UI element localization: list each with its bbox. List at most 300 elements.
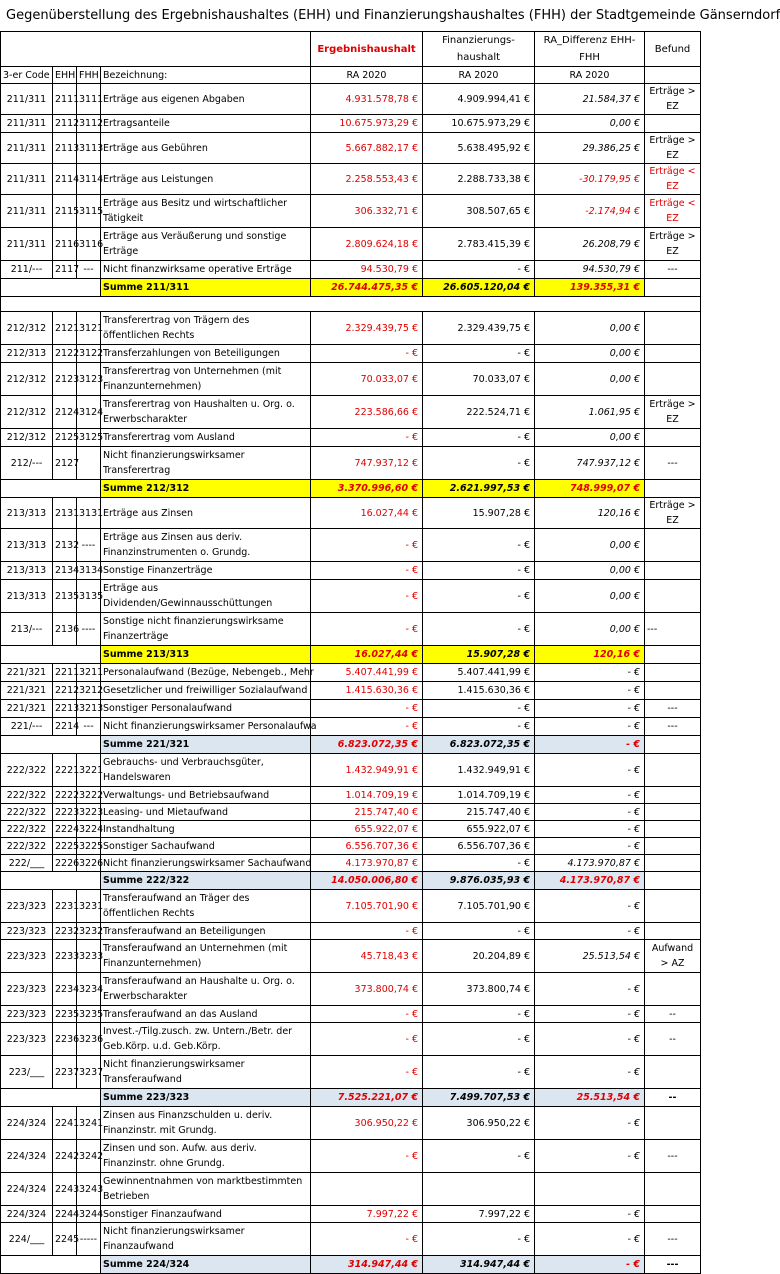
row-befund: [645, 363, 701, 396]
row-befund: ---: [645, 1140, 701, 1173]
summary-ehh-value: 7.525.221,07 €: [311, 1089, 423, 1107]
row-ehh-value: 373.800,74 €: [311, 973, 423, 1006]
table-row: [1, 923, 701, 940]
summary-row: [1, 736, 701, 754]
row-fhh-code: 3225: [77, 838, 101, 855]
row-befund: Erträge < EZ: [645, 195, 701, 228]
row-ehh-code: 2244: [53, 1206, 77, 1223]
row-bezeichnung: Sonstige nicht finanzierungswirksame Finanzerträge: [101, 613, 311, 646]
row-fhh-code: ----: [77, 613, 101, 646]
row-code: 223/323: [1, 940, 53, 973]
row-befund: [645, 821, 701, 838]
row-code: 222/322: [1, 804, 53, 821]
row-fhh-value: 1.415.630,36 €: [423, 682, 535, 700]
row-ehh-code: 2245: [53, 1223, 77, 1256]
table-row: [1, 1140, 701, 1173]
table-row: [1, 664, 701, 682]
row-fhh-value: - €: [423, 700, 535, 718]
row-bezeichnung: Erträge aus Leistungen: [101, 164, 311, 195]
row-bezeichnung: Transferertrag von Unternehmen (mit Finanzunternehmen): [101, 363, 311, 396]
row-fhh-code: 3135: [77, 580, 101, 613]
row-fhh-value: 215.747,40 €: [423, 804, 535, 821]
row-code: 212/312: [1, 363, 53, 396]
row-ehh-code: 2131: [53, 498, 77, 529]
row-befund: ---: [645, 447, 701, 480]
table-row: [1, 787, 701, 804]
row-fhh-value: - €: [423, 1223, 535, 1256]
ehh-code-header: EHH: [53, 67, 77, 84]
row-fhh-code: 3212: [77, 682, 101, 700]
summary-label: Summe 224/324: [101, 1256, 311, 1274]
row-befund: [645, 804, 701, 821]
row-bezeichnung: Nicht finanzierungswirksamer Transferertrag: [101, 447, 311, 480]
row-code: 212/312: [1, 396, 53, 429]
row-ehh-code: 2111: [53, 84, 77, 115]
table-row: [1, 1206, 701, 1223]
row-befund: Erträge > EZ: [645, 498, 701, 529]
row-befund: [645, 1206, 701, 1223]
row-ehh-code: 2136: [53, 613, 77, 646]
row-befund: [645, 838, 701, 855]
row-bezeichnung: Transferertrag von Trägern des öffentlichen Rechts: [101, 312, 311, 345]
row-ehh-code: 2125: [53, 429, 77, 447]
fhh-column-header: Finanzierungs- haushalt: [423, 32, 535, 67]
row-fhh-code: 3123: [77, 363, 101, 396]
row-difference-value: - €: [535, 1006, 645, 1023]
row-ehh-code: 2115: [53, 195, 77, 228]
summary-befund: ---: [645, 1256, 701, 1274]
row-befund: [645, 345, 701, 363]
summary-row: [1, 480, 701, 498]
row-fhh-value: 308.507,65 €: [423, 195, 535, 228]
row-befund: Erträge > EZ: [645, 396, 701, 429]
row-ehh-code: 2221: [53, 754, 77, 787]
row-fhh-code: 3121: [77, 312, 101, 345]
table-row: [1, 718, 701, 736]
row-difference-value: - €: [535, 664, 645, 682]
row-ehh-code: 2134: [53, 562, 77, 580]
summary-fhh-value: 26.605.120,04 €: [423, 279, 535, 297]
row-ehh-value: 223.586,66 €: [311, 396, 423, 429]
row-fhh-code: 3235: [77, 1006, 101, 1023]
row-befund: [645, 855, 701, 872]
row-ehh-code: 2112: [53, 115, 77, 133]
table-row: [1, 164, 701, 195]
row-fhh-code: 3213: [77, 700, 101, 718]
summary-label: Summe 212/312: [101, 480, 311, 498]
summary-ehh-value: 314.947,44 €: [311, 1256, 423, 1274]
table-row: [1, 1173, 701, 1206]
row-befund: [645, 580, 701, 613]
table-row: [1, 447, 701, 480]
row-ehh-code: 2116: [53, 228, 77, 261]
row-ehh-value: 10.675.973,29 €: [311, 115, 423, 133]
table-row: [1, 754, 701, 787]
row-code: 224/324: [1, 1173, 53, 1206]
row-ehh-value: - €: [311, 562, 423, 580]
row-code: 222/322: [1, 821, 53, 838]
row-difference-value: 0,00 €: [535, 312, 645, 345]
row-bezeichnung: Transferaufwand an das Ausland: [101, 1006, 311, 1023]
row-bezeichnung: Erträge aus eigenen Abgaben: [101, 84, 311, 115]
row-ehh-code: 2243: [53, 1173, 77, 1206]
row-fhh-code: 3242: [77, 1140, 101, 1173]
row-befund: ---: [645, 700, 701, 718]
summary-befund: [645, 480, 701, 498]
row-difference-value: - €: [535, 754, 645, 787]
row-fhh-code: 3234: [77, 973, 101, 1006]
row-difference-value: 0,00 €: [535, 345, 645, 363]
row-difference-value: - €: [535, 890, 645, 923]
row-fhh-code: 3122: [77, 345, 101, 363]
table-row: [1, 804, 701, 821]
row-code: 223/323: [1, 973, 53, 1006]
row-ehh-value: - €: [311, 1140, 423, 1173]
row-ehh-value: 5.667.882,17 €: [311, 133, 423, 164]
summary-befund: [645, 736, 701, 754]
row-bezeichnung: Leasing- und Mietaufwand: [101, 804, 311, 821]
row-ehh-value: 2.258.553,43 €: [311, 164, 423, 195]
row-code: 223/323: [1, 1006, 53, 1023]
row-code: 222/322: [1, 787, 53, 804]
row-fhh-value: 15.907,28 €: [423, 498, 535, 529]
row-difference-value: - €: [535, 821, 645, 838]
row-bezeichnung: Sonstiger Personalaufwand: [101, 700, 311, 718]
row-code: 223/323: [1, 923, 53, 940]
table-row: [1, 700, 701, 718]
row-ehh-code: 2222: [53, 787, 77, 804]
row-fhh-value: - €: [423, 923, 535, 940]
spacer-row: [1, 297, 701, 312]
row-fhh-value: - €: [423, 1140, 535, 1173]
row-difference-value: 0,00 €: [535, 429, 645, 447]
table-row: [1, 261, 701, 279]
row-ehh-code: 2231: [53, 890, 77, 923]
row-fhh-value: 373.800,74 €: [423, 973, 535, 1006]
row-fhh-code: [77, 447, 101, 480]
table-row: [1, 1023, 701, 1056]
summary-row: [1, 279, 701, 297]
row-ehh-code: 2124: [53, 396, 77, 429]
row-bezeichnung: Sonstiger Sachaufwand: [101, 838, 311, 855]
row-ehh-code: 2234: [53, 973, 77, 1006]
row-bezeichnung: Nicht finanzierungswirksamer Sachaufwand: [101, 855, 311, 872]
row-bezeichnung: Zinsen und son. Aufw. aus deriv. Finanzinstr. ohne Grundg.: [101, 1140, 311, 1173]
summary-ehh-value: 16.027,44 €: [311, 646, 423, 664]
summary-row: [1, 646, 701, 664]
row-ehh-code: 2132: [53, 529, 77, 562]
row-fhh-value: - €: [423, 529, 535, 562]
row-code: 224/324: [1, 1107, 53, 1140]
row-ehh-value: - €: [311, 1006, 423, 1023]
row-difference-value: 0,00 €: [535, 613, 645, 646]
summary-difference-value: 120,16 €: [535, 646, 645, 664]
row-difference-value: 0,00 €: [535, 529, 645, 562]
row-befund: [645, 1173, 701, 1206]
row-bezeichnung: Transferaufwand an Beteiligungen: [101, 923, 311, 940]
row-difference-value: 26.208,79 €: [535, 228, 645, 261]
row-ehh-value: 4.173.970,87 €: [311, 855, 423, 872]
row-ehh-value: 2.809.624,18 €: [311, 228, 423, 261]
row-bezeichnung: Erträge aus Veräußerung und sonstige Erträge: [101, 228, 311, 261]
row-befund: ---: [645, 1223, 701, 1256]
row-code: 211/311: [1, 195, 53, 228]
page-title: Gegenüberstellung des Ergebnishaushaltes (EHH) und Finanzierungshaushaltes (FHH) der Stadtgemeinde Gänserndorf: [6, 8, 780, 23]
row-fhh-code: 3114: [77, 164, 101, 195]
summary-label: Summe 213/313: [101, 646, 311, 664]
row-fhh-value: 2.329.439,75 €: [423, 312, 535, 345]
row-bezeichnung: Zinsen aus Finanzschulden u. deriv. Finanzinstr. mit Grundg.: [101, 1107, 311, 1140]
row-code: 211/311: [1, 164, 53, 195]
row-fhh-value: - €: [423, 429, 535, 447]
table-row: [1, 613, 701, 646]
table-row: [1, 345, 701, 363]
row-fhh-code: -----: [77, 1223, 101, 1256]
summary-fhh-value: 314.947,44 €: [423, 1256, 535, 1274]
row-code: 212/312: [1, 429, 53, 447]
summary-label: Summe 211/311: [101, 279, 311, 297]
row-difference-value: - €: [535, 1140, 645, 1173]
row-ehh-value: 45.718,43 €: [311, 940, 423, 973]
summary-fhh-value: 15.907,28 €: [423, 646, 535, 664]
row-fhh-code: 3125: [77, 429, 101, 447]
row-ehh-value: 94.530,79 €: [311, 261, 423, 279]
table-row: [1, 498, 701, 529]
row-ehh-code: 2232: [53, 923, 77, 940]
comparison-table: [0, 31, 701, 1274]
row-bezeichnung: Erträge aus Gebühren: [101, 133, 311, 164]
row-ehh-value: 5.407.441,99 €: [311, 664, 423, 682]
row-bezeichnung: Transferertrag vom Ausland: [101, 429, 311, 447]
row-code: 212/312: [1, 312, 53, 345]
row-ehh-value: - €: [311, 613, 423, 646]
row-befund: [645, 664, 701, 682]
row-code: 213/---: [1, 613, 53, 646]
row-fhh-value: - €: [423, 580, 535, 613]
row-befund: [645, 115, 701, 133]
table-row: [1, 682, 701, 700]
row-ehh-code: 2121: [53, 312, 77, 345]
row-difference-value: - €: [535, 1023, 645, 1056]
row-ehh-code: 2226: [53, 855, 77, 872]
summary-row: [1, 872, 701, 890]
row-bezeichnung: Gebrauchs- und Verbrauchsgüter, Handelswaren: [101, 754, 311, 787]
difference-column-header: RA_Differenz EHH- FHH: [535, 32, 645, 67]
row-bezeichnung: Erträge aus Zinsen aus deriv. Finanzinstrumenten o. Grundg.: [101, 529, 311, 562]
row-fhh-value: 655.922,07 €: [423, 821, 535, 838]
row-fhh-code: 3111: [77, 84, 101, 115]
row-befund: --: [645, 1006, 701, 1023]
row-bezeichnung: Invest.-/Tilg.zusch. zw. Untern./Betr. der Geb.Körp. u.d. Geb.Körp.: [101, 1023, 311, 1056]
row-bezeichnung: Instandhaltung: [101, 821, 311, 838]
row-befund: [645, 682, 701, 700]
row-code: 223/323: [1, 890, 53, 923]
row-fhh-value: 2.783.415,39 €: [423, 228, 535, 261]
row-code: 224/___: [1, 1223, 53, 1256]
table-body: [1, 84, 701, 1274]
table-row: [1, 1006, 701, 1023]
row-ehh-code: 2135: [53, 580, 77, 613]
table-row: [1, 580, 701, 613]
table-row: [1, 84, 701, 115]
row-difference-value: - €: [535, 804, 645, 821]
table-row: [1, 363, 701, 396]
row-bezeichnung: Erträge aus Zinsen: [101, 498, 311, 529]
row-ehh-code: 2224: [53, 821, 77, 838]
row-befund: [645, 562, 701, 580]
row-fhh-code: 3232: [77, 923, 101, 940]
row-code: 213/313: [1, 580, 53, 613]
row-fhh-value: 306.950,22 €: [423, 1107, 535, 1140]
row-fhh-code: 3243: [77, 1173, 101, 1206]
row-difference-value: -30.179,95 €: [535, 164, 645, 195]
row-ehh-code: 2212: [53, 682, 77, 700]
row-fhh-value: [423, 1173, 535, 1206]
row-bezeichnung: Personalaufwand (Bezüge, Nebengeb., Mehr: [101, 664, 311, 682]
row-code: 224/324: [1, 1140, 53, 1173]
row-difference-value: - €: [535, 1107, 645, 1140]
row-ehh-code: 2235: [53, 1006, 77, 1023]
row-ehh-value: - €: [311, 580, 423, 613]
ehh-column-header: Ergebnishaushalt: [311, 32, 423, 67]
row-code: 211/311: [1, 115, 53, 133]
row-ehh-code: 2213: [53, 700, 77, 718]
row-befund: [645, 429, 701, 447]
row-ehh-value: - €: [311, 345, 423, 363]
row-befund: Erträge < EZ: [645, 164, 701, 195]
row-ehh-value: 1.415.630,36 €: [311, 682, 423, 700]
row-ehh-value: 16.027,44 €: [311, 498, 423, 529]
row-difference-value: 21.584,37 €: [535, 84, 645, 115]
summary-fhh-value: 9.876.035,93 €: [423, 872, 535, 890]
table-row: [1, 312, 701, 345]
row-fhh-value: 10.675.973,29 €: [423, 115, 535, 133]
row-code: 213/313: [1, 498, 53, 529]
row-fhh-code: 3231: [77, 890, 101, 923]
row-ehh-value: 70.033,07 €: [311, 363, 423, 396]
row-bezeichnung: Transferzahlungen von Beteiligungen: [101, 345, 311, 363]
row-bezeichnung: Nicht finanzierungswirksamer Transferaufwand: [101, 1056, 311, 1089]
row-difference-value: 120,16 €: [535, 498, 645, 529]
row-fhh-code: 3237: [77, 1056, 101, 1089]
row-ehh-value: 2.329.439,75 €: [311, 312, 423, 345]
summary-label: Summe 223/323: [101, 1089, 311, 1107]
row-difference-value: - €: [535, 1206, 645, 1223]
summary-befund: [645, 646, 701, 664]
row-ehh-value: [311, 1173, 423, 1206]
summary-ehh-value: 14.050.006,80 €: [311, 872, 423, 890]
row-ehh-value: - €: [311, 923, 423, 940]
summary-befund: [645, 279, 701, 297]
row-fhh-value: 20.204,89 €: [423, 940, 535, 973]
row-befund: [645, 1107, 701, 1140]
row-fhh-code: ----: [77, 529, 101, 562]
summary-row: [1, 1089, 701, 1107]
row-fhh-code: 3244: [77, 1206, 101, 1223]
row-ehh-value: 4.931.578,78 €: [311, 84, 423, 115]
row-fhh-code: 3236: [77, 1023, 101, 1056]
row-befund: [645, 787, 701, 804]
row-difference-value: - €: [535, 1223, 645, 1256]
row-difference-value: - €: [535, 923, 645, 940]
row-code: 221/---: [1, 718, 53, 736]
row-fhh-code: 3131: [77, 498, 101, 529]
row-ehh-value: 747.937,12 €: [311, 447, 423, 480]
summary-ehh-value: 6.823.072,35 €: [311, 736, 423, 754]
row-ehh-code: 2122: [53, 345, 77, 363]
row-ehh-code: 2237: [53, 1056, 77, 1089]
row-fhh-value: - €: [423, 562, 535, 580]
code-column-header: 3-er Code: [1, 67, 53, 84]
row-difference-value: - €: [535, 1056, 645, 1089]
row-ehh-value: 215.747,40 €: [311, 804, 423, 821]
row-difference-value: [535, 1173, 645, 1206]
summary-label: Summe 221/321: [101, 736, 311, 754]
row-ehh-value: 1.014.709,19 €: [311, 787, 423, 804]
table-row: [1, 1056, 701, 1089]
row-ehh-code: 2233: [53, 940, 77, 973]
row-befund: [645, 1056, 701, 1089]
row-fhh-value: - €: [423, 1056, 535, 1089]
row-fhh-value: 5.638.495,92 €: [423, 133, 535, 164]
row-bezeichnung: Transferaufwand an Träger des öffentlichen Rechts: [101, 890, 311, 923]
row-code: 223/___: [1, 1056, 53, 1089]
row-bezeichnung: Gesetzlicher und freiwilliger Sozialaufwand: [101, 682, 311, 700]
row-difference-value: 25.513,54 €: [535, 940, 645, 973]
row-difference-value: 0,00 €: [535, 562, 645, 580]
table-row: [1, 396, 701, 429]
ra-label-ehh: RA 2020: [311, 67, 423, 84]
row-fhh-value: 222.524,71 €: [423, 396, 535, 429]
summary-difference-value: - €: [535, 1256, 645, 1274]
row-code: 213/313: [1, 529, 53, 562]
row-fhh-code: 3116: [77, 228, 101, 261]
row-ehh-code: 2225: [53, 838, 77, 855]
table-row: [1, 133, 701, 164]
summary-difference-value: 139.355,31 €: [535, 279, 645, 297]
row-bezeichnung: Transferaufwand an Unternehmen (mit Finanzunternehmen): [101, 940, 311, 973]
row-code: 212/313: [1, 345, 53, 363]
row-code: 224/324: [1, 1206, 53, 1223]
summary-difference-value: 25.513,54 €: [535, 1089, 645, 1107]
row-bezeichnung: Nicht finanzierungswirksamer Finanzaufwand: [101, 1223, 311, 1256]
row-befund: Erträge > EZ: [645, 133, 701, 164]
summary-ehh-value: 3.370.996,60 €: [311, 480, 423, 498]
table-row: [1, 562, 701, 580]
row-difference-value: - €: [535, 700, 645, 718]
row-befund: ---: [645, 613, 701, 646]
table-row: [1, 838, 701, 855]
row-fhh-value: 5.407.441,99 €: [423, 664, 535, 682]
row-bezeichnung: Verwaltungs- und Betriebsaufwand: [101, 787, 311, 804]
row-fhh-code: 3211: [77, 664, 101, 682]
row-difference-value: - €: [535, 718, 645, 736]
table-row: [1, 429, 701, 447]
row-ehh-code: 2127: [53, 447, 77, 480]
row-fhh-code: 3233: [77, 940, 101, 973]
row-bezeichnung: Nicht finanzierungswirksamer Personalaufwa: [101, 718, 311, 736]
row-ehh-code: 2114: [53, 164, 77, 195]
row-fhh-value: 7.105.701,90 €: [423, 890, 535, 923]
row-fhh-code: 3223: [77, 804, 101, 821]
bezeichnung-header: Bezeichnung:: [101, 67, 311, 84]
row-fhh-value: 2.288.733,38 €: [423, 164, 535, 195]
row-difference-value: - €: [535, 838, 645, 855]
row-fhh-value: - €: [423, 345, 535, 363]
summary-ehh-value: 26.744.475,35 €: [311, 279, 423, 297]
row-fhh-value: 70.033,07 €: [423, 363, 535, 396]
row-bezeichnung: Sonstiger Finanzaufwand: [101, 1206, 311, 1223]
